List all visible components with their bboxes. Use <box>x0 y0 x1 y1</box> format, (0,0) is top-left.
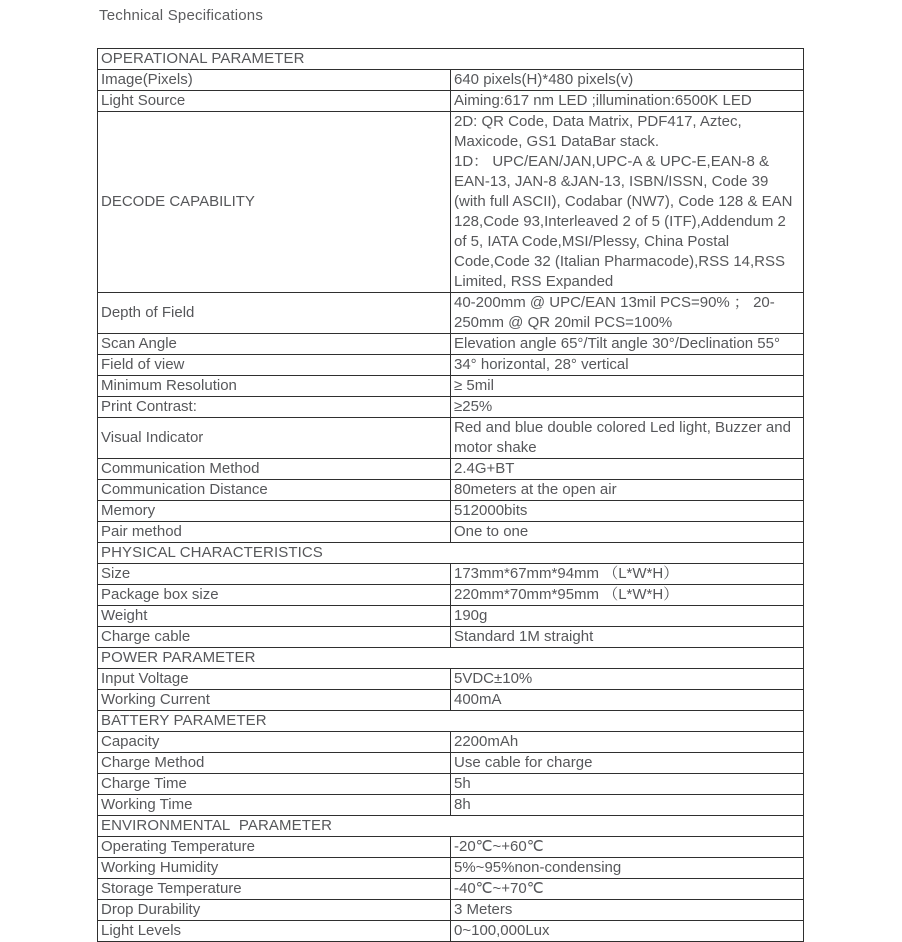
spec-value-cell <box>451 293 804 334</box>
spec-label-cell: Charge Time <box>98 774 451 795</box>
spec-label-cell: Charge cable <box>98 627 451 648</box>
spec-label-cell: Light Levels <box>98 921 451 942</box>
spec-label-cell: Working Time <box>98 795 451 816</box>
spec-value-paragraph: 34° horizontal, 28° vertical <box>454 356 629 373</box>
spec-row <box>98 606 804 627</box>
section-header-cell: ENVIRONMENTAL PARAMETER <box>98 816 804 837</box>
spec-row <box>98 293 804 334</box>
spec-value-paragraph: Standard 1M straight <box>454 628 594 645</box>
spec-value-cell <box>451 91 804 112</box>
spec-row <box>98 795 804 816</box>
spec-label-cell: Size <box>98 564 451 585</box>
spec-row <box>98 418 804 459</box>
spec-value-cell <box>451 501 804 522</box>
spec-value-paragraph: 2200mAh <box>454 733 519 750</box>
section-header-cell: OPERATIONAL PARAMETER <box>98 49 804 70</box>
spec-row <box>98 70 804 91</box>
spec-label-cell: Weight <box>98 606 451 627</box>
spec-row <box>98 690 804 711</box>
spec-value-paragraph: Aiming:617 nm LED ;illumination:6500K LED <box>454 92 752 109</box>
spec-value-cell <box>451 690 804 711</box>
section-header-row <box>98 49 804 70</box>
spec-row <box>98 480 804 501</box>
spec-label-cell: Package box size <box>98 585 451 606</box>
spec-value-cell <box>451 112 804 293</box>
spec-row <box>98 879 804 900</box>
spec-row <box>98 753 804 774</box>
spec-value-cell <box>451 585 804 606</box>
spec-label-cell: Drop Durability <box>98 900 451 921</box>
page-title: Technical Specifications <box>99 7 264 24</box>
spec-value-cell <box>451 418 804 459</box>
spec-table-body <box>98 49 804 942</box>
spec-row <box>98 627 804 648</box>
section-header-row <box>98 648 804 669</box>
spec-value-cell <box>451 564 804 585</box>
spec-value-paragraph: 80meters at the open air <box>454 481 617 498</box>
spec-value-cell <box>451 879 804 900</box>
spec-row <box>98 501 804 522</box>
spec-value-cell <box>451 669 804 690</box>
spec-value-paragraph: 5%~95%non-condensing <box>454 859 622 876</box>
spec-label-cell: Communication Method <box>98 459 451 480</box>
spec-value-cell <box>451 900 804 921</box>
spec-value-cell <box>451 732 804 753</box>
spec-label-cell: Operating Temperature <box>98 837 451 858</box>
spec-value-cell <box>451 858 804 879</box>
spec-value-paragraph: One to one <box>454 523 529 540</box>
spec-label-cell: Visual Indicator <box>98 418 451 459</box>
spec-row <box>98 900 804 921</box>
spec-value-paragraph: ≥ 5mil <box>454 377 494 394</box>
spec-value-paragraph: 640 pixels(H)*480 pixels(v) <box>454 71 634 88</box>
spec-row <box>98 564 804 585</box>
section-header-row <box>98 816 804 837</box>
spec-value-paragraph: 40-200mm @ UPC/EAN 13mil PCS=90% ； 20-250mm @ QR 20mil PCS=100% <box>454 294 775 331</box>
spec-value-paragraph: 2D: QR Code, Data Matrix, PDF417, Aztec, Maxicode, GS1 DataBar stack. <box>454 113 742 150</box>
spec-value-paragraph: 173mm*67mm*94mm （L*W*H） <box>454 565 679 582</box>
spec-table <box>97 48 804 942</box>
spec-label-cell: Scan Angle <box>98 334 451 355</box>
spec-value-paragraph: 5h <box>454 775 471 792</box>
spec-label-cell: Field of view <box>98 355 451 376</box>
spec-value-cell <box>451 921 804 942</box>
spec-row <box>98 585 804 606</box>
spec-row <box>98 669 804 690</box>
spec-row <box>98 112 804 293</box>
spec-value-paragraph: -40℃~+70℃ <box>454 880 544 897</box>
spec-value-cell <box>451 397 804 418</box>
spec-value-paragraph: Red and blue double colored Led light, Buzzer and motor shake <box>454 419 791 456</box>
spec-value-paragraph: Use cable for charge <box>454 754 593 771</box>
section-header-row <box>98 543 804 564</box>
spec-value-paragraph: 400mA <box>454 691 502 708</box>
spec-value-paragraph: 220mm*70mm*95mm （L*W*H） <box>454 586 679 603</box>
spec-row <box>98 522 804 543</box>
spec-row <box>98 91 804 112</box>
spec-row <box>98 732 804 753</box>
spec-row <box>98 376 804 397</box>
spec-value-paragraph: Elevation angle 65°/Tilt angle 30°/Declination 55° <box>454 335 780 352</box>
spec-value-cell <box>451 334 804 355</box>
spec-label-cell: Print Contrast: <box>98 397 451 418</box>
spec-value-cell <box>451 355 804 376</box>
spec-row <box>98 459 804 480</box>
spec-value-cell <box>451 459 804 480</box>
spec-value-cell <box>451 627 804 648</box>
spec-label-cell: Depth of Field <box>98 293 451 334</box>
spec-value-cell <box>451 480 804 501</box>
spec-label-cell: Image(Pixels) <box>98 70 451 91</box>
spec-value-paragraph: -20℃~+60℃ <box>454 838 544 855</box>
spec-label-cell: Working Humidity <box>98 858 451 879</box>
spec-label-cell: Storage Temperature <box>98 879 451 900</box>
spec-value-paragraph: 512000bits <box>454 502 528 519</box>
spec-value-paragraph: ≥25% <box>454 398 493 415</box>
spec-value-cell <box>451 376 804 397</box>
spec-label-cell: Communication Distance <box>98 480 451 501</box>
spec-label-cell: Working Current <box>98 690 451 711</box>
spec-label-cell: Light Source <box>98 91 451 112</box>
spec-value-paragraph: 8h <box>454 796 471 813</box>
spec-label-cell: Capacity <box>98 732 451 753</box>
spec-label-cell: DECODE CAPABILITY <box>98 112 451 293</box>
spec-value-paragraph: 2.4G+BT <box>454 460 515 477</box>
spec-value-paragraph: 190g <box>454 607 488 624</box>
section-header-cell: POWER PARAMETER <box>98 648 804 669</box>
section-header-row <box>98 711 804 732</box>
spec-value-cell <box>451 606 804 627</box>
spec-label-cell: Charge Method <box>98 753 451 774</box>
spec-value-cell <box>451 70 804 91</box>
spec-row <box>98 858 804 879</box>
spec-value-paragraph: 5VDC±10% <box>454 670 533 687</box>
spec-value-cell <box>451 753 804 774</box>
spec-value-cell <box>451 774 804 795</box>
spec-row <box>98 334 804 355</box>
spec-row <box>98 774 804 795</box>
spec-row <box>98 397 804 418</box>
spec-value-paragraph: 3 Meters <box>454 901 513 918</box>
spec-label-cell: Input Voltage <box>98 669 451 690</box>
spec-value-paragraph: 1D： UPC/EAN/JAN,UPC-A & UPC-E,EAN-8 & EAN-13, JAN-8 &JAN-13, ISBN/ISSN, Code 39 (with full ASCII), Codabar (NW7), Code 128 & EAN 128,Code 93,Interleaved 2 of 5 (ITF),Addendum 2 of 5, IATA Code,MSI/Plessy, China Postal Code,Code 32 (Italian Pharmacode),RSS 14,RSS Limited, RSS Expanded <box>454 153 793 290</box>
spec-row <box>98 921 804 942</box>
spec-value-cell <box>451 795 804 816</box>
spec-label-cell: Pair method <box>98 522 451 543</box>
spec-value-cell <box>451 837 804 858</box>
spec-label-cell: Memory <box>98 501 451 522</box>
spec-label-cell: Minimum Resolution <box>98 376 451 397</box>
spec-row <box>98 837 804 858</box>
spec-value-cell <box>451 522 804 543</box>
spec-row <box>98 355 804 376</box>
section-header-cell: PHYSICAL CHARACTERISTICS <box>98 543 804 564</box>
spec-value-paragraph: 0~100,000Lux <box>454 922 550 939</box>
section-header-cell: BATTERY PARAMETER <box>98 711 804 732</box>
